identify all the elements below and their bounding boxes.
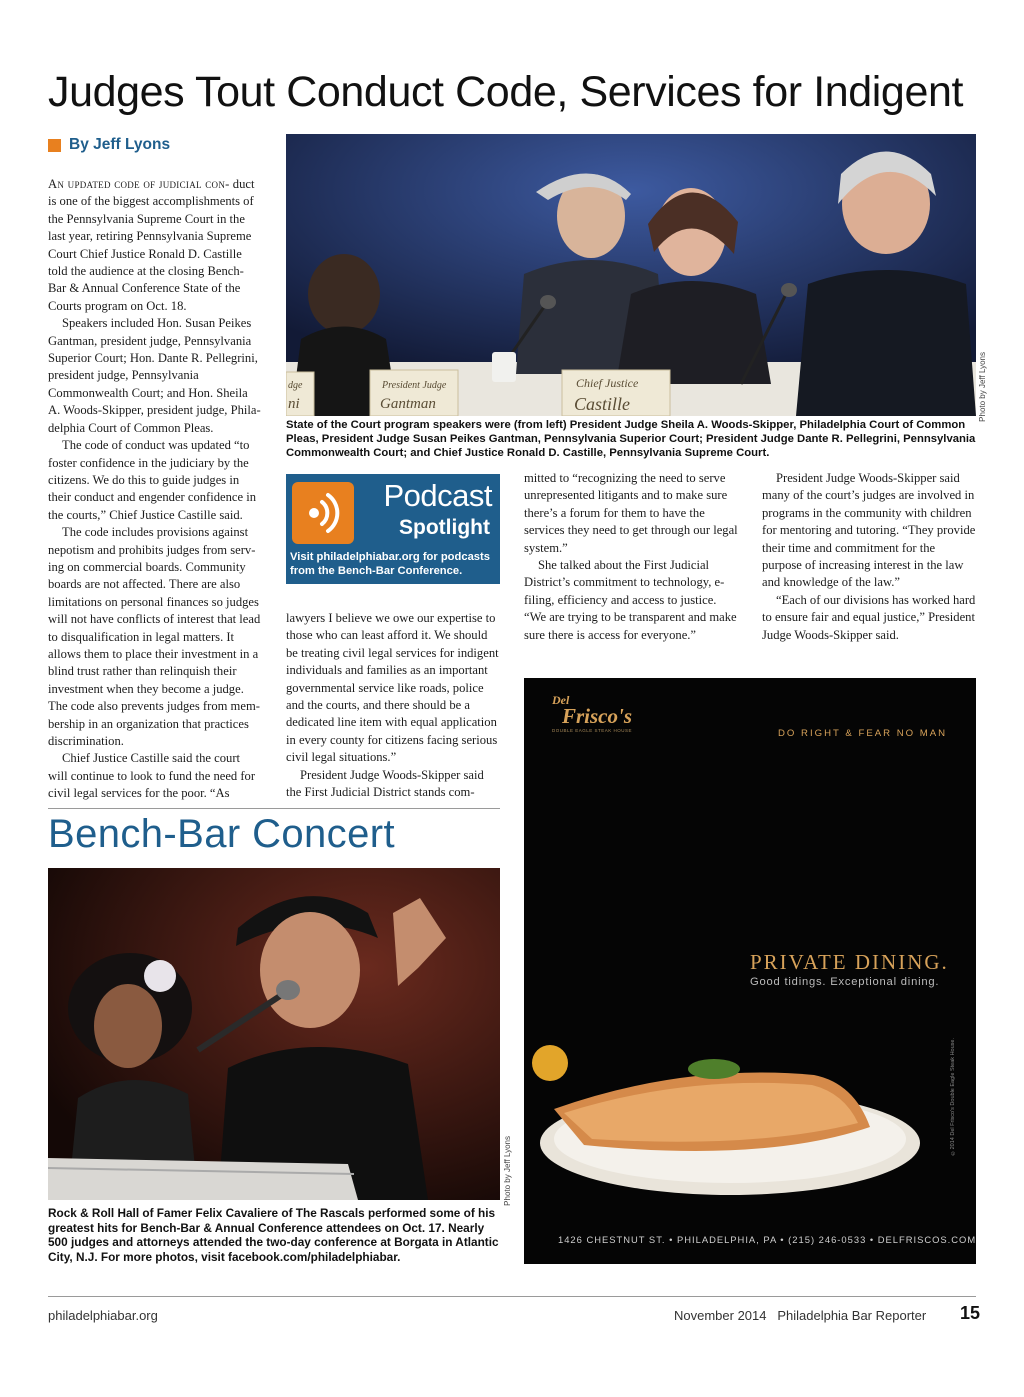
byline-text: By Jeff Lyons	[69, 136, 171, 153]
podcast-spotlight-box[interactable]	[286, 474, 500, 584]
concert-photo-caption: Rock & Roll Hall of Famer Felix Cavaliere of The Rascals performed some of his greatest hits for Bench-Bar & Annual Conference attendees on Oct. 17. Nearly 500 judges and attorneys attended the two-day conference at Borgata in Atlantic City, N.J. For more photos, visit facebook.com/philadelphiabar.	[48, 1206, 499, 1264]
footer-rule	[48, 1296, 976, 1297]
article-headline: Judges Tout Conduct Code, Services for Indigent	[48, 68, 964, 116]
article-paragraph	[48, 524, 262, 750]
article-paragraph-text: President Judge Woods-Skipper said the First Judicial District stands com-	[286, 767, 484, 800]
ad-logo-main: Frisco's	[562, 704, 633, 728]
ad-tagline: Good tidings. Exceptional dining.	[750, 976, 940, 988]
footer-issue: November 2014 Philadelphia Bar Reporter	[674, 1308, 927, 1323]
article-paragraph	[48, 176, 262, 315]
article-paragraph-text: duct is one of the biggest accomplishments of the Pennsylvania Supreme Court in the last year, retiring Pennsylvania Supreme Court Chief Justice Ronald D. Castille told the audience at the closing Bench-Bar & Annual Conference State of the Courts program on Oct. 18.	[48, 177, 255, 313]
ad-food-illustration	[524, 1023, 976, 1223]
footer-site: philadelphiabar.org	[48, 1308, 158, 1323]
article-paragraph-text: The code of conduct was updated “to foster confidence in the judiciary by the citizens. We do this to guide judges in their conduct and engender confidence in the courts,” Chief Justice Castille said.	[48, 438, 257, 522]
nameplate-2-title: President Judge	[382, 380, 447, 391]
ad-address: 1426 CHESTNUT ST. • PHILADELPHIA, PA • (215) 246-0533 • DELFRISCOS.COM	[558, 1234, 976, 1245]
top-photo	[286, 134, 976, 416]
article-paragraph-text: mitted to “recognizing the need to serve unrepresented litigants and to make sure there’s a forum for them to have the services they need to get through our legal system.”	[524, 471, 738, 555]
ad-logo-top: Del	[552, 693, 570, 707]
article-paragraph-text: President Judge Woods-Skipper said many of the court’s judges are involved in programs in the community with children for mentoring and tutoring. “They provide their time and commitment for the purpose of increasing interest in the law and knowledge of the law.”	[762, 471, 976, 590]
concert-photo-illustration	[48, 868, 500, 1200]
article-paragraph	[524, 557, 740, 644]
nameplate-1-partial-title: dge	[288, 380, 303, 391]
podcast-subtitle: Spotlight	[399, 516, 490, 539]
ad-copyright: ©2014 Del Frisco's Double Eagle Steak House.	[950, 1038, 956, 1156]
concert-photo	[48, 868, 500, 1200]
article-paragraph-text: The code includes provisions against nepotism and prohibits judges from serving on commercial boards. Community boards are not affected. There are also limitations on personal finances so judges will not have conflicts of interest that lead to disqualification in legal matters. It allows them to place their investment in a blind trust rather than relinquish their investment when they become a judge. The code also prevents judges from membership in an organization that practices discrimination.	[48, 525, 261, 748]
article-column-1	[48, 176, 262, 803]
ad-logo-sub: DOUBLE EAGLE STEAK HOUSE	[552, 728, 633, 733]
article-paragraph	[48, 750, 262, 802]
podcast-title: Podcast	[383, 478, 492, 513]
article-paragraph	[286, 767, 502, 802]
top-photo-credit: Photo by Jeff Lyons	[978, 352, 987, 422]
article-paragraph	[48, 437, 262, 524]
article-column-2	[286, 610, 502, 801]
footer-page-number: 15	[960, 1303, 981, 1323]
article-paragraph	[286, 610, 502, 767]
top-photo-caption: State of the Court program speakers were (from left) President Judge Sheila A. Woods-Skipper, Philadelphia Court of Common Pleas, President Judge Susan Peikes Gantman, Pennsylvania Superior Court; President Judge Dante R. Pellegrini, Pennsylvania Commonwealth Court; and Chief Justice Ronald D. Castille, Pennsylvania Supreme Court.	[286, 419, 976, 460]
delfriscos-advertisement[interactable]	[524, 678, 976, 1264]
ad-headline: PRIVATE DINING.	[750, 950, 949, 974]
article-paragraph-text: She talked about the First Judicial District’s commitment to technology, e-filing, efficiency and access to justice. “We are trying to be transparent and make sure there is access for everyone.”	[524, 558, 737, 642]
podcast-icon	[292, 482, 354, 544]
article-paragraph-text: Chief Justice Castille said the court will continue to look to fund the need for civil legal services for the poor. “As	[48, 751, 256, 801]
podcast-text: Visit philadelphiabar.org for podcasts from the Bench-Bar Conference.	[290, 551, 490, 577]
article-column-3	[524, 470, 740, 644]
article-paragraph	[762, 592, 978, 644]
nameplate-3-name: Castille	[574, 394, 631, 414]
byline-marker-icon	[48, 139, 61, 152]
speakers-photo-illustration	[286, 134, 976, 416]
article-paragraph-text: “Each of our divisions has worked hard to ensure fair and equal justice,” President Judge Woods-Skipper said.	[762, 592, 976, 642]
article-paragraph	[48, 315, 262, 437]
concert-photo-credit: Photo by Jeff Lyons	[503, 1136, 512, 1206]
ad-logo	[552, 694, 632, 733]
article-lead-in: An updated code of judicial con-	[48, 177, 230, 191]
concert-section-title: Bench-Bar Concert	[48, 812, 395, 856]
nameplate-2-name: Gantman	[380, 396, 436, 412]
article-paragraph-text: Speakers included Hon. Susan Peikes Gantman, president judge, Pennsylvania Superior Court; Hon. Dante R. Pellegrini, president judge, Pennsylvania Commonwealth Court; and Hon. Sheila A. Woods-Skipper, president judge, Philadelphia Court of Common Pleas.	[48, 316, 261, 435]
article-paragraph	[524, 470, 740, 557]
article-paragraph-text: lawyers I believe we owe our expertise to those who can least afford it. We should be treating civil legal services for indigent individuals and families as an important governmental service like roads, police and the courts, and there should be a dedicated line item with equal application in every county for citizens facing serious civil legal situations.”	[286, 611, 499, 765]
section-divider	[48, 808, 500, 809]
article-column-4	[762, 470, 978, 644]
article-paragraph	[762, 470, 978, 592]
nameplate-3-title: Chief Justice	[576, 376, 639, 390]
nameplate-1-partial-name: ni	[288, 396, 300, 412]
byline	[48, 136, 170, 154]
ad-slogan: DO RIGHT & FEAR NO MAN	[778, 728, 948, 739]
